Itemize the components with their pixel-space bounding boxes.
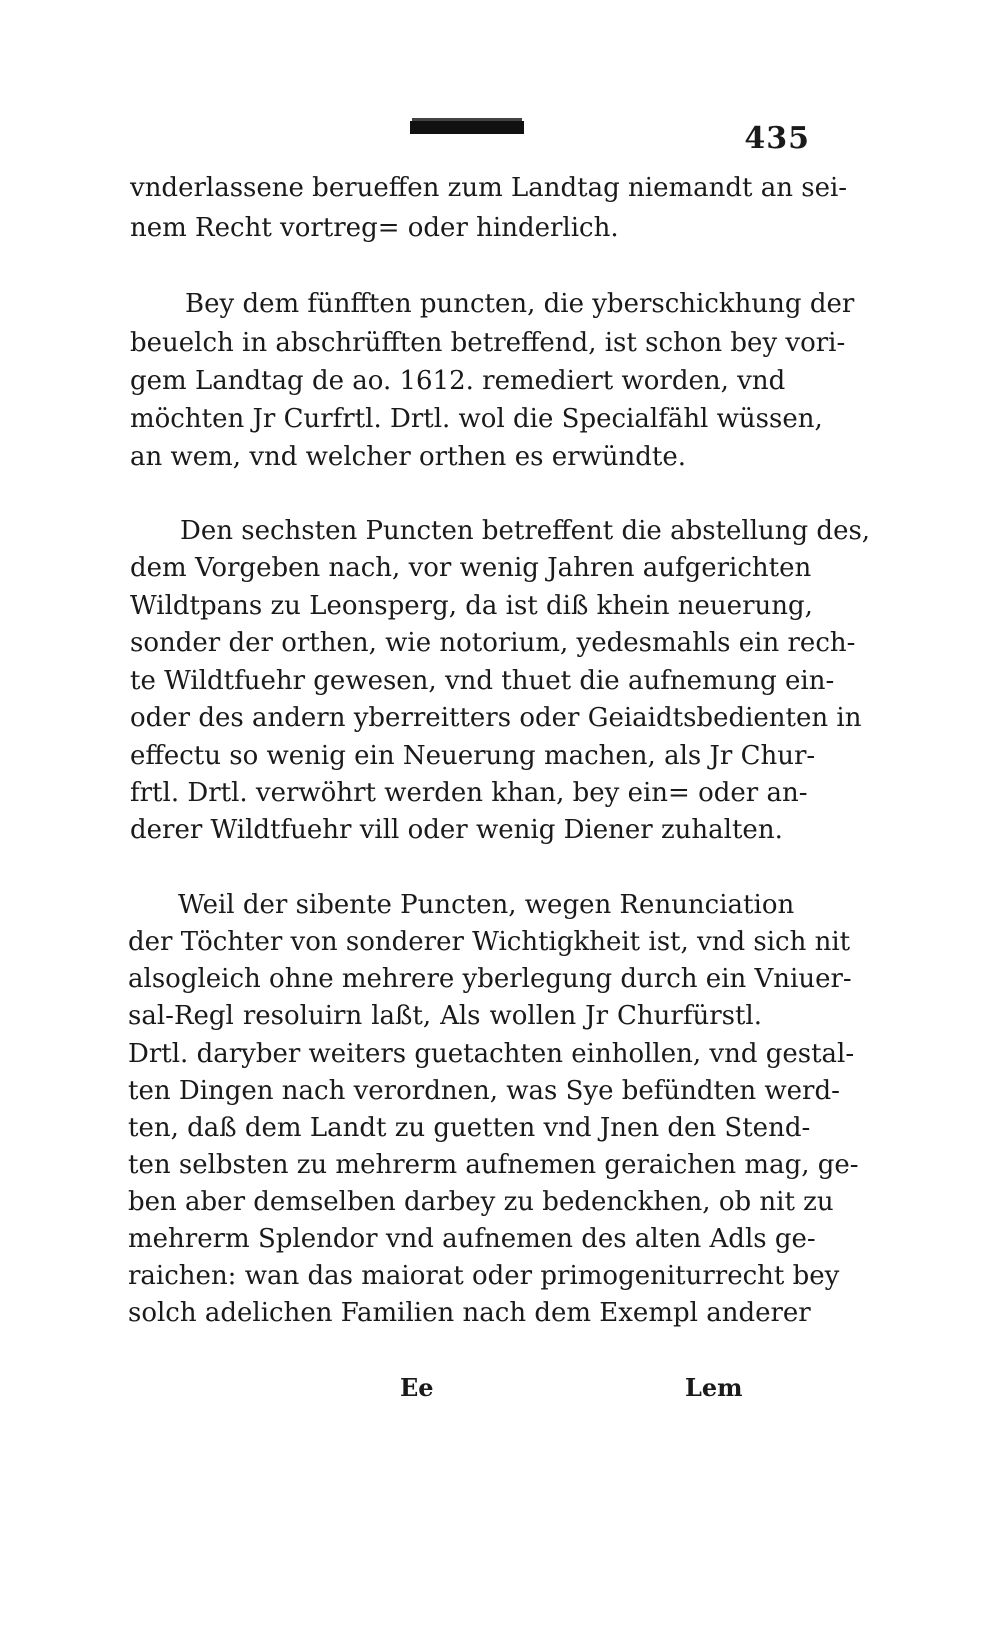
text-line: derer Wildtfuehr vill oder wenig Diener zuhalten. xyxy=(130,815,783,845)
text-line: Wildtpans zu Leonsperg, da ist diß khein neuerung, xyxy=(130,591,813,621)
text-line: Drtl. daryber weiters guetachten einhollen, vnd gestal- xyxy=(128,1039,855,1069)
text-line: ten selbsten zu mehrerm aufnemen geraichen mag, ge- xyxy=(128,1150,859,1180)
text-line: te Wildtfuehr gewesen, vnd thuet die aufnemung ein- xyxy=(130,666,835,696)
text-line: raichen: wan das maiorat oder primogeniturrecht bey xyxy=(128,1261,840,1291)
text-line: gem Landtag de ao. 1612. remediert worden, vnd xyxy=(130,366,786,396)
text-line: effectu so wenig ein Neuerung machen, als Jr Chur- xyxy=(130,741,816,771)
text-line: ten Dingen nach verordnen, was Sye befündten werd- xyxy=(128,1076,840,1106)
page-number: 435 xyxy=(744,121,810,156)
text-line: an wem, vnd welcher orthen es erwündte. xyxy=(130,442,686,472)
text-line: vnderlassene berueffen zum Landtag niemandt an sei- xyxy=(130,173,848,203)
text-line: dem Vorgeben nach, vor wenig Jahren aufgerichten xyxy=(130,553,812,583)
text-line: ben aber demselben darbey zu bedenckhen, ob nit zu xyxy=(128,1187,834,1217)
text-line: frtl. Drtl. verwöhrt werden khan, bey ein= oder an- xyxy=(130,778,808,808)
catchword: Lem xyxy=(685,1373,743,1402)
header-rule xyxy=(410,121,524,134)
text-line: ten, daß dem Landt zu guetten vnd Jnen den Stend- xyxy=(128,1113,811,1143)
signature-mark: Ee xyxy=(400,1373,434,1402)
text-line: oder des andern yberreitters oder Geiaidtsbedienten in xyxy=(130,703,862,733)
text-line: sal-Regl resoluirn laßt, Als wollen Jr Churfürstl. xyxy=(128,1001,762,1031)
text-line: alsogleich ohne mehrere yberlegung durch ein Vniuer- xyxy=(128,964,852,994)
text-line: Weil der sibente Puncten, wegen Renunciation xyxy=(178,890,795,920)
text-line: solch adelichen Familien nach dem Exempl anderer xyxy=(128,1298,811,1328)
text-line: sonder der orthen, wie notorium, yedesmahls ein rech- xyxy=(130,628,856,658)
text-line: der Töchter von sonderer Wichtigkheit ist, vnd sich nit xyxy=(128,927,851,957)
text-line: nem Recht vortreg= oder hinderlich. xyxy=(130,213,619,243)
text-line: beuelch in abschrüfften betreffend, ist schon bey vori- xyxy=(130,328,846,358)
text-line: möchten Jr Curfrtl. Drtl. wol die Specialfähl wüssen, xyxy=(130,404,823,434)
text-line: mehrerm Splendor vnd aufnemen des alten Adls ge- xyxy=(128,1224,816,1254)
text-line: Den sechsten Puncten betreffent die abstellung des, xyxy=(180,516,871,546)
text-line: Bey dem fünfften puncten, die yberschickhung der xyxy=(185,289,855,319)
